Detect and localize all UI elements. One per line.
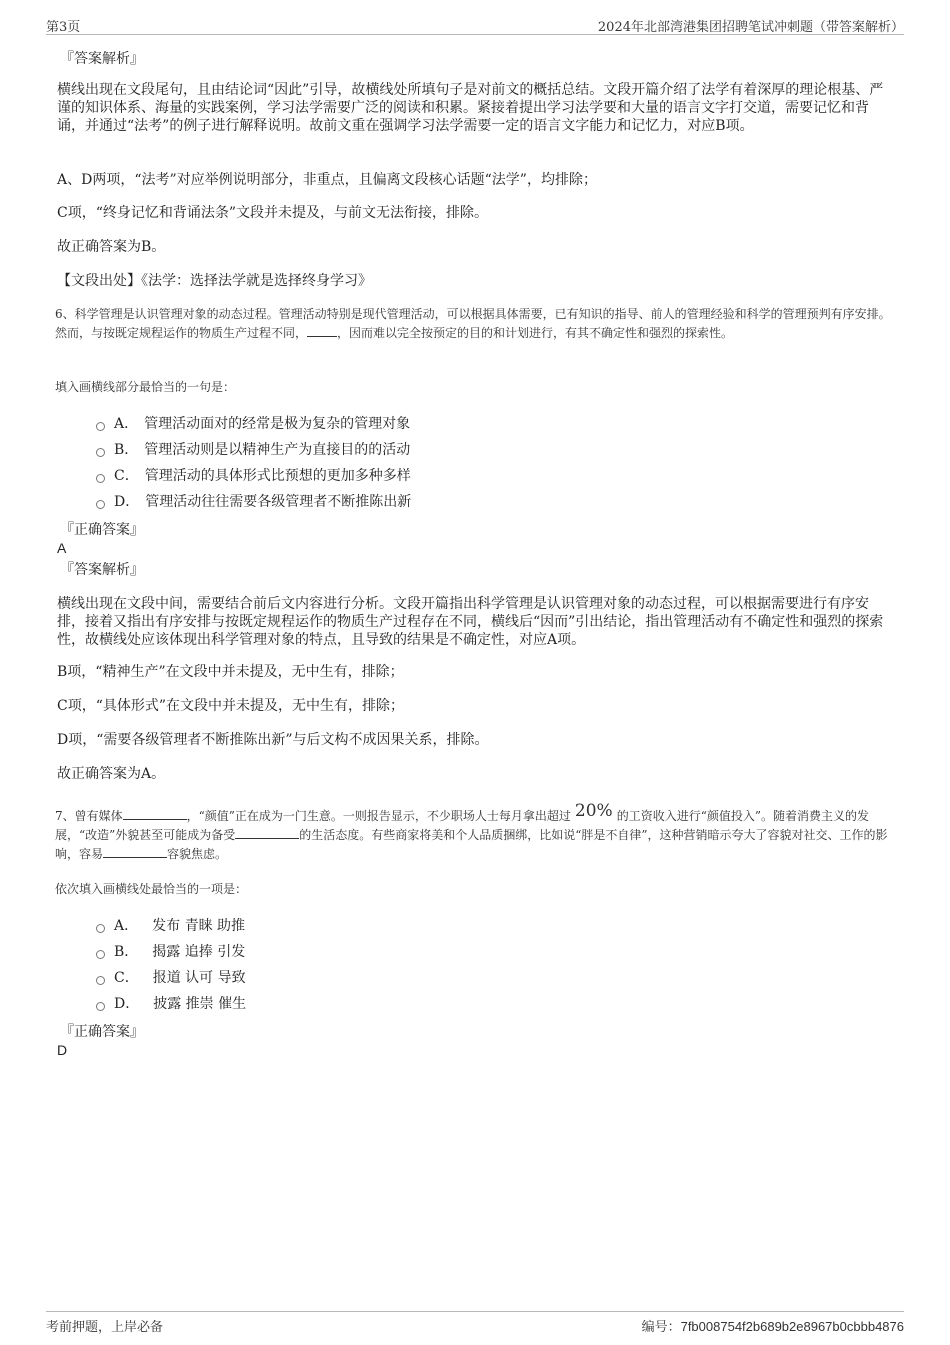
radio-icon[interactable] xyxy=(96,924,105,933)
conclusion: 故正确答案为A。 xyxy=(57,766,166,782)
option-b[interactable]: B． 揭露 追捧 引发 xyxy=(96,943,245,961)
correct-answer: A xyxy=(57,540,67,556)
page-footer xyxy=(46,1311,904,1334)
option-d[interactable]: D． 管理活动往往需要各级管理者不断推陈出新 xyxy=(96,493,411,511)
radio-icon[interactable] xyxy=(96,448,105,457)
analysis-label: 『答案解析』 xyxy=(60,51,144,67)
analysis-label: 『答案解析』 xyxy=(60,562,144,578)
option-b[interactable]: B． 管理活动则是以精神生产为直接目的的活动 xyxy=(96,441,410,459)
radio-icon[interactable] xyxy=(96,422,105,431)
document-id: 编号：7fb008754f2b689b2e8967b0cbbb4876 xyxy=(641,1319,904,1335)
answer-blank xyxy=(103,845,167,858)
question-7-prompt: 依次填入画横线处最恰当的一项是： xyxy=(55,882,248,896)
analysis-line-c: C项，“具体形式”在文段中并未提及，无中生有，排除； xyxy=(57,698,405,714)
percent-figure: 20% xyxy=(574,801,613,821)
correct-answer: D xyxy=(57,1042,68,1058)
analysis-line-d: D项，“需要各级管理者不断推陈出新”与后文构不成因果关系，排除。 xyxy=(57,732,489,748)
radio-icon[interactable] xyxy=(96,950,105,959)
analysis-line-c: C项，“终身记忆和背诵法条”文段并未提及，与前文无法衔接，排除。 xyxy=(57,205,489,221)
source-citation: 【文段出处】《法学：选择法学就是选择终身学习》 xyxy=(57,273,372,289)
document-title: 2024年北部湾港集团招聘笔试冲刺题（带答案解析） xyxy=(597,20,904,35)
option-d[interactable]: D． 披露 推崇 催生 xyxy=(96,995,246,1013)
radio-icon[interactable] xyxy=(96,1002,105,1011)
answer-blank xyxy=(123,807,187,820)
analysis-paragraph: 横线出现在文段尾句，且由结论词“因此”引导，故横线处所填句子是对前文的概括总结。文段开篇介绍了法学有着深厚的理论根基、严谨的知识体系、海量的实践案例，学习法学需要广泛的阅读和积累。紧接着提出学习法学要和大量的语言文字打交道，需要记忆和背诵，并通过“法考”的例子进行解释说明。故前文重在强调学习法学需要一定的语言文字能力和记忆力，对应B项。 xyxy=(57,82,884,134)
correct-answer-label: 『正确答案』 xyxy=(60,1024,144,1040)
footer-slogan: 考前押题，上岸必备 xyxy=(46,1320,164,1335)
answer-blank xyxy=(235,826,299,839)
answer-blank xyxy=(307,324,337,337)
analysis-line-b: B项，“精神生产”在文段中并未提及，无中生有，排除； xyxy=(57,664,404,680)
conclusion: 故正确答案为B。 xyxy=(57,239,166,255)
question-6-stem: 6、科学管理是认识管理对象的动态过程。管理活动特别是现代管理活动，可以根据具体需要，已有知识的指导、前人的管理经验和科学的管理预判有序安排。然而，与按既定规程运作的物质生产过程不同， ，因而难以完全按预定的目的和计划进行，有其不确定性和强烈的探索性。 xyxy=(55,307,891,340)
radio-icon[interactable] xyxy=(96,500,105,509)
page-header xyxy=(46,14,904,35)
radio-icon[interactable] xyxy=(96,474,105,483)
option-c[interactable]: C． 报道 认可 导致 xyxy=(96,969,246,987)
analysis-paragraph: 横线出现在文段中间，需要结合前后文内容进行分析。文段开篇指出科学管理是认识管理对象的动态过程，可以根据需要进行有序安排，接着又指出有序安排与按既定规程运作的物质生产过程存在不同，横线后“因而”引出结论，指出管理活动有不确定性和强烈的探索性，故横线处应该体现出科学管理对象的特点，且导致的结果是不确定性，对应A项。 xyxy=(57,596,884,648)
option-a[interactable]: A． 管理活动面对的经常是极为复杂的管理对象 xyxy=(96,415,410,433)
option-a[interactable]: A． 发布 青睐 助推 xyxy=(96,917,245,935)
question-7-stem: 7、曾有媒体 ，“颜值”正在成为一门生意。一则报告显示，不少职场人士每月拿出超过 20% 的工资收入进行“颜值投入”。随着消费主义的发展，“改造”外貌甚至可能成为备受 的生活态度。有些商家将美和个人品质捆绑，比如说“胖是不自律”，这种营销暗示夸大了容貌对社交、工作的影响，容易 容貌焦虑。 xyxy=(55,801,888,861)
page-number: 第3页 xyxy=(46,20,81,35)
option-c[interactable]: C． 管理活动的具体形式比预想的更加多种多样 xyxy=(96,467,411,485)
analysis-line-ad: A、D两项，“法考”对应举例说明部分，非重点，且偏离文段核心话题“法学”，均排除； xyxy=(57,172,597,188)
radio-icon[interactable] xyxy=(96,976,105,985)
correct-answer-label: 『正确答案』 xyxy=(60,522,144,538)
question-6-prompt: 填入画横线部分最恰当的一句是： xyxy=(55,380,236,394)
